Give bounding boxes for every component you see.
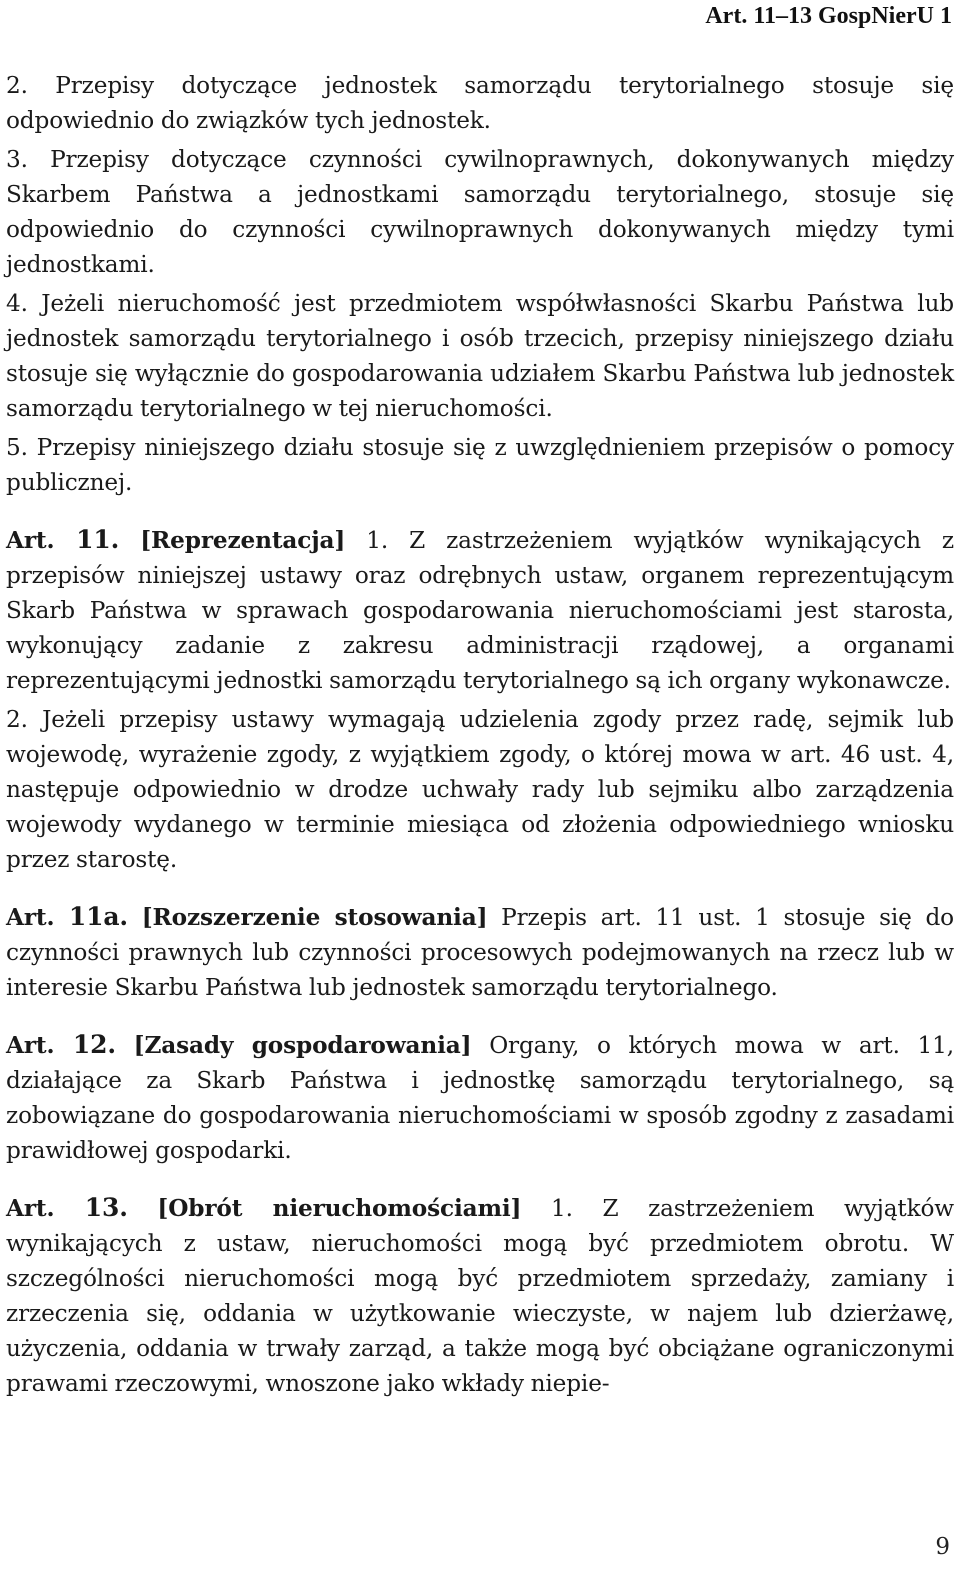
article-label: Art. — [6, 1195, 85, 1222]
article-body: Przepis art. 11 ust. 1 stosuje się do czynności prawnych lub czynności procesowych podejmowanych na rzecz lub w interesie Skarbu Państwa lub jednostek samorządu terytorialnego. — [6, 904, 954, 1001]
article-13 — [6, 1190, 954, 1401]
page-body — [6, 68, 954, 1401]
paragraph-art10-ust3: 3. Przepisy dotyczące czynności cywilnoprawnych, dokonywanych między Skarbem Państwa a jednostkami samorządu terytorialnego, stosuje się odpowiednio do czynności cywilnoprawnych dokonywanych między tymi jednostkami. — [6, 146, 954, 278]
article-11-ust2: 2. Jeżeli przepisy ustawy wymagają udzielenia zgody przez radę, sejmik lub wojewodę, wyrażenie zgody, z wyjątkiem zgody, o której mowa w art. 46 ust. 4, następuje odpowiednio w drodze uchwały rady lub sejmiku albo zarządzenia wojewody wydanego w terminie miesiąca od złożenia odpowiedniego wniosku przez starostę. — [6, 706, 954, 873]
page-number: 9 — [935, 1534, 950, 1560]
article-number: 11a. — [68, 902, 128, 931]
article-body: 1. Z zastrzeżeniem wyjątków wynikających z ustaw, nieruchomości mogą być przedmiotem obrotu. W szczególności nieruchomości mogą być przedmiotem sprzedaży, zamiany i zrzeczenia się, oddania w użytkowanie wieczyste, w najem lub dzierżawę, użyczenia, oddania w trwały zarząd, a także mogą być obciążane ograniczonymi prawami rzeczowymi, wnoszone jako wkłady niepie- — [6, 1195, 954, 1397]
article-label: Art. — [6, 527, 77, 554]
article-number: 12. — [72, 1030, 116, 1059]
article-title: [Obrót nieruchomościami] — [157, 1195, 522, 1222]
paragraph-art10-ust4: 4. Jeżeli nieruchomość jest przedmiotem współwłasności Skarbu Państwa lub jednostek samorządu terytorialnego i osób trzecich, przepisy niniejszego działu stosuje się wyłącznie do gospodarowania udziałem Skarbu Państwa lub jednostek samorządu terytorialnego w tej nieruchomości. — [6, 290, 954, 422]
article-title: [Rozszerzenie stosowania] — [141, 904, 488, 931]
article-label: Art. — [6, 904, 69, 931]
article-title: [Reprezentacja] — [140, 527, 346, 554]
article-body: Organy, o których mowa w art. 11, działające za Skarb Państwa i jednostkę samorządu terytorialnego, są zobowiązane do gospodarowania nieruchomościami w sposób zgodny z zasadami prawidłowej gospodarki. — [6, 1032, 954, 1164]
paragraph-art10-ust2: 2. Przepisy dotyczące jednostek samorządu terytorialnego stosuje się odpowiednio do związków tych jednostek. — [6, 72, 954, 134]
article-body: 1. Z zastrzeżeniem wyjątków wynikających z przepisów niniejszej ustawy oraz odrębnych ustaw, organem reprezentującym Skarb Państwa w sprawach gospodarowania nieruchomościami jest starosta, wykonujący zadanie z zakresu administracji rządowej, a organami reprezentującymi jednostki samorządu terytorialnego są ich organy wykonawcze. — [6, 527, 954, 694]
article-label: Art. — [6, 1032, 73, 1059]
article-11 — [6, 522, 954, 698]
running-head: Art. 11–13 GospNierU 1 — [705, 3, 952, 29]
article-11a — [6, 899, 954, 1005]
article-number: 11. — [76, 525, 120, 554]
paragraph-art10-ust5: 5. Przepisy niniejszego działu stosuje się z uwzględnieniem przepisów o pomocy publicznej. — [6, 434, 954, 496]
article-12 — [6, 1027, 954, 1168]
article-title: [Zasady gospodarowania] — [133, 1032, 472, 1059]
article-number: 13. — [84, 1193, 128, 1222]
